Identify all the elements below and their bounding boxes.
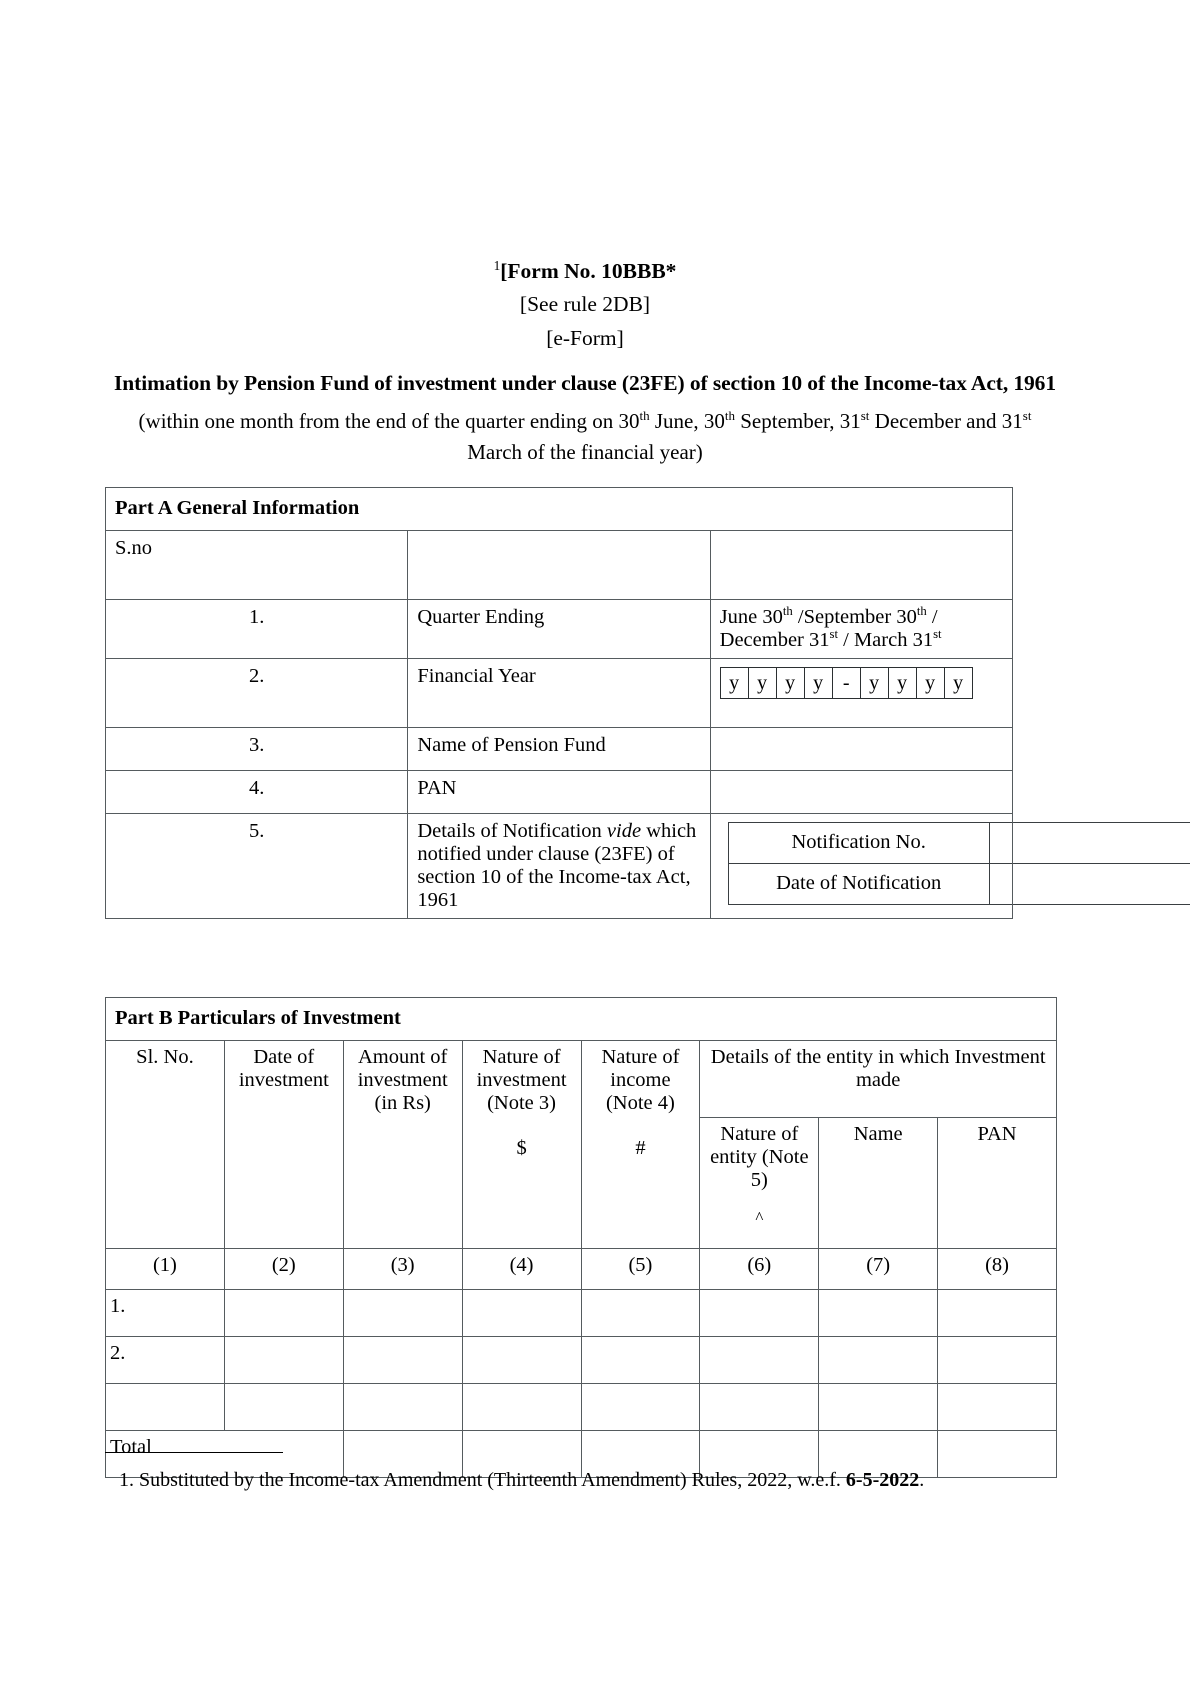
- part-a-table: [105, 487, 1013, 919]
- quarter-december-suffix: st: [829, 627, 838, 642]
- header-nature-of-investment-symbol: $: [516, 1136, 527, 1159]
- cell-nature-income[interactable]: [581, 1336, 700, 1383]
- footnote-number: 1.: [119, 1469, 134, 1491]
- e-form-line: [e-Form]: [546, 325, 624, 350]
- part-a-label-header: [408, 530, 710, 599]
- quarter-september: /September 30: [792, 605, 917, 628]
- cell-amount[interactable]: [343, 1336, 462, 1383]
- row-label-pension-fund-name: Name of Pension Fund: [408, 727, 710, 770]
- header-nature-of-income-text: Nature of income (Note 4): [601, 1045, 680, 1114]
- part-a-column-header-row: [106, 530, 1013, 599]
- column-number-3: (3): [343, 1248, 462, 1289]
- part-a-row-quarter-ending: [106, 599, 1013, 658]
- part-b-section: [105, 997, 1065, 1478]
- part-a-value-header: [710, 530, 1012, 599]
- header-amount-of-investment: Amount of investment (in Rs): [343, 1040, 462, 1248]
- financial-year-box-4[interactable]: y: [805, 668, 833, 698]
- cell-nature-entity[interactable]: [700, 1289, 819, 1336]
- cell-entity-name[interactable]: [819, 1383, 938, 1430]
- header-nature-of-entity-symbol: ^: [755, 1207, 764, 1227]
- column-number-1: (1): [106, 1248, 225, 1289]
- part-a-heading: Part A General Information: [106, 487, 1013, 530]
- part-b-heading-row: [106, 997, 1057, 1040]
- quarter-september-suffix: th: [916, 604, 927, 619]
- part-b-column-number-row: [106, 1248, 1057, 1289]
- row-value-pension-fund-name[interactable]: [710, 727, 1012, 770]
- column-number-7: (7): [819, 1248, 938, 1289]
- part-a-sno-header: S.no: [106, 530, 408, 599]
- cell-nature-investment[interactable]: [462, 1289, 581, 1336]
- table-row: [106, 1336, 1057, 1383]
- row-value-financial-year: [710, 658, 1012, 727]
- form-number-text: [Form No. 10BBB*: [500, 259, 677, 283]
- filing-window-part-2: June, 30: [649, 408, 725, 433]
- filing-window-part-1: (within one month from the end of the quarter ending on 30: [138, 408, 640, 433]
- cell-nature-entity[interactable]: [700, 1336, 819, 1383]
- notification-date-label: Date of Notification: [728, 863, 989, 904]
- filing-window-note: [105, 406, 1065, 469]
- table-row: [106, 1383, 1057, 1430]
- quarter-june: June 30: [719, 605, 783, 628]
- row-sno-4: 4.: [106, 770, 408, 813]
- row-sno-1: 1.: [106, 599, 408, 658]
- footnote-effective-date: 6-5-2022: [845, 1469, 920, 1491]
- ordinal-suffix-june: th: [639, 407, 650, 423]
- footnote-period: .: [919, 1469, 925, 1491]
- financial-year-box-9[interactable]: y: [953, 671, 964, 694]
- part-a-section: [105, 487, 1065, 919]
- cell-amount[interactable]: [343, 1383, 462, 1430]
- financial-year-box-6[interactable]: y: [861, 668, 889, 698]
- notification-label-vide: vide: [606, 819, 642, 842]
- footnote-body: Substituted by the Income-tax Amendment (Thirteenth Amendment) Rules, 2022, w.e.f.: [139, 1469, 846, 1491]
- footnote-divider: [105, 1452, 283, 1453]
- footnote-marker: 1: [493, 257, 501, 273]
- cell-date[interactable]: [224, 1289, 343, 1336]
- row-label-quarter-ending: Quarter Ending: [408, 599, 710, 658]
- part-a-row-pan: [106, 770, 1013, 813]
- header-nature-of-investment-text: Nature of investment (Note 3): [476, 1045, 567, 1114]
- notification-label-part-2: which notified under clause (23FE) of section 10 of the Income-tax Act, 1961: [417, 819, 697, 911]
- cell-entity-pan[interactable]: [938, 1383, 1057, 1430]
- filing-window-part-4: December and 31: [869, 408, 1023, 433]
- financial-year-box-5[interactable]: -: [833, 668, 861, 698]
- form-number-heading: [105, 255, 1065, 288]
- row-sno-5: 5.: [106, 813, 408, 918]
- cell-nature-income[interactable]: [581, 1383, 700, 1430]
- quarter-march: / March 31: [838, 628, 934, 651]
- header-date-of-investment: Date of investment: [224, 1040, 343, 1248]
- ordinal-suffix-march: st: [1022, 407, 1032, 423]
- column-number-2: (2): [224, 1248, 343, 1289]
- cell-nature-income[interactable]: [581, 1289, 700, 1336]
- row-value-notification: [710, 813, 1012, 918]
- part-a-row-notification: [106, 813, 1013, 918]
- cell-entity-name[interactable]: [819, 1289, 938, 1336]
- part-b-header-row-1: [106, 1040, 1057, 1117]
- cell-sl-no[interactable]: 1.: [106, 1289, 225, 1336]
- cell-entity-pan[interactable]: [938, 1336, 1057, 1383]
- cell-nature-entity[interactable]: [700, 1383, 819, 1430]
- row-label-notification: [408, 813, 710, 918]
- header-nature-of-entity: [700, 1117, 819, 1248]
- column-number-8: (8): [938, 1248, 1057, 1289]
- part-b-heading: Part B Particulars of Investment: [106, 997, 1057, 1040]
- table-row: [106, 1289, 1057, 1336]
- notification-no-value[interactable]: [989, 822, 1190, 863]
- row-sno-2: 2.: [106, 658, 408, 727]
- footnote-section: [105, 1452, 1065, 1494]
- financial-year-box-1[interactable]: y: [721, 668, 749, 698]
- see-rule-line: [See rule 2DB]: [519, 292, 651, 317]
- part-a-heading-row: [106, 487, 1013, 530]
- cell-nature-investment[interactable]: [462, 1336, 581, 1383]
- quarter-march-suffix: st: [933, 627, 942, 642]
- quarter-december: / December 31: [719, 605, 938, 651]
- ordinal-suffix-september: th: [724, 407, 735, 423]
- row-label-pan: PAN: [408, 770, 710, 813]
- header-entity-pan: PAN: [938, 1117, 1057, 1248]
- header-entity-details: Details of the entity in which Investment made: [700, 1040, 1057, 1117]
- total-label: Total: [106, 1430, 344, 1477]
- cell-amount[interactable]: [343, 1289, 462, 1336]
- form-content: [105, 255, 1065, 1478]
- row-value-pan[interactable]: [710, 770, 1012, 813]
- header-nature-of-income: [581, 1040, 700, 1248]
- notification-date-row: [728, 863, 1190, 904]
- row-label-financial-year: Financial Year: [408, 658, 710, 727]
- header-nature-of-investment: [462, 1040, 581, 1248]
- column-number-4: (4): [462, 1248, 581, 1289]
- row-sno-3: 3.: [106, 727, 408, 770]
- cell-nature-investment[interactable]: [462, 1383, 581, 1430]
- cell-date[interactable]: [224, 1383, 343, 1430]
- notification-date-value[interactable]: [989, 863, 1190, 904]
- column-number-5: (5): [581, 1248, 700, 1289]
- filing-window-part-3: September, 31: [735, 408, 861, 433]
- row-value-quarter-ending[interactable]: [710, 599, 1012, 658]
- part-a-row-pension-fund-name: [106, 727, 1013, 770]
- notification-no-label: Notification No.: [728, 822, 989, 863]
- cell-sl-no[interactable]: 2.: [106, 1336, 225, 1383]
- form-subject-title: Intimation by Pension Fund of investment under clause (23FE) of section 10 of the Income-tax Act, 1961: [114, 370, 1056, 395]
- financial-year-boxes[interactable]: [720, 667, 973, 699]
- cell-entity-pan[interactable]: [938, 1289, 1057, 1336]
- cell-sl-no[interactable]: [106, 1383, 225, 1430]
- ordinal-suffix-december: st: [860, 407, 870, 423]
- header-entity-name: Name: [819, 1117, 938, 1248]
- column-number-6: (6): [700, 1248, 819, 1289]
- notification-label-part-1: Details of Notification: [417, 819, 607, 842]
- financial-year-box-8[interactable]: y: [917, 668, 945, 698]
- financial-year-box-7[interactable]: y: [889, 668, 917, 698]
- quarter-june-suffix: th: [782, 604, 793, 619]
- footnote-text: [105, 1466, 1065, 1494]
- notification-detail-table: [728, 822, 1190, 905]
- part-b-table: [105, 997, 1057, 1478]
- header-nature-of-entity-text: Nature of entity (Note 5): [710, 1122, 809, 1191]
- cell-date[interactable]: [224, 1336, 343, 1383]
- financial-year-box-3[interactable]: y: [777, 668, 805, 698]
- header-nature-of-income-symbol: #: [635, 1136, 646, 1159]
- cell-entity-name[interactable]: [819, 1336, 938, 1383]
- filing-window-line-2: March of the financial year): [467, 440, 703, 465]
- part-a-row-financial-year: [106, 658, 1013, 727]
- notification-no-row: [728, 822, 1190, 863]
- financial-year-box-2[interactable]: y: [749, 668, 777, 698]
- header-sl-no: Sl. No.: [106, 1040, 225, 1248]
